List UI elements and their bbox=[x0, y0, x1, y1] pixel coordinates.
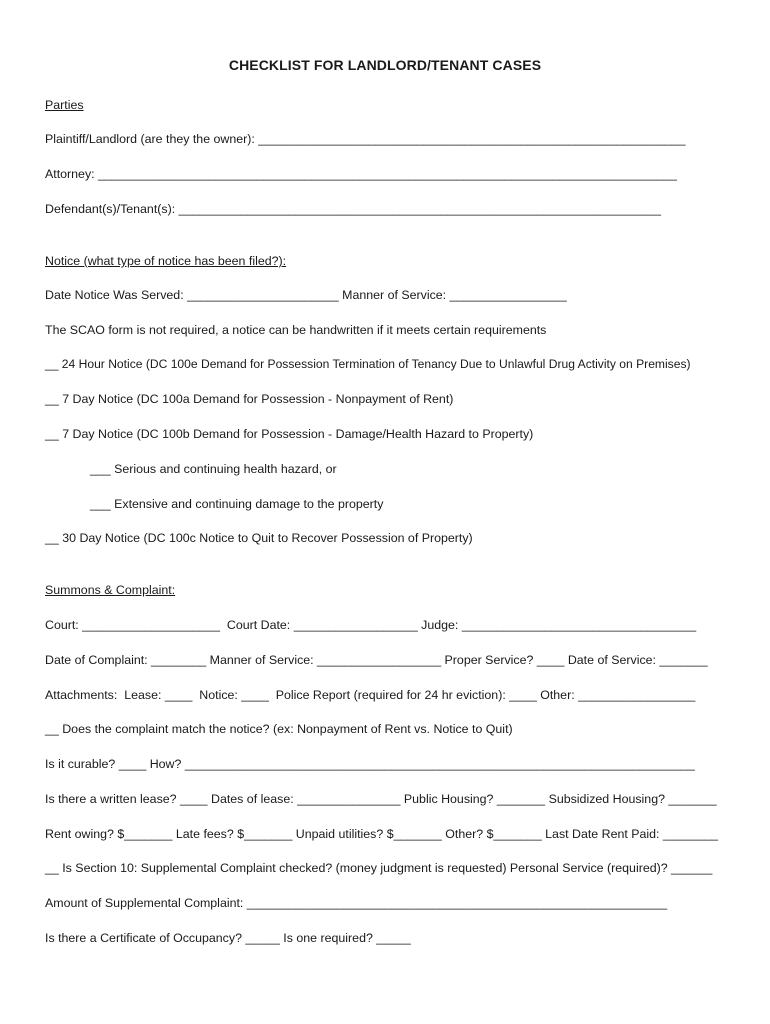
section-notice: Notice (what type of notice has been filed?): bbox=[45, 254, 287, 268]
date-notice-served-line: Date Notice Was Served: ______________________ Manner of Service: _________________ bbox=[45, 288, 567, 302]
supplemental-amount-line: Amount of Supplemental Complaint: _____________________________________________________________ bbox=[45, 896, 668, 910]
section-parties: Parties bbox=[45, 98, 84, 112]
notice-30-day-item: __ 30 Day Notice (DC 100c Notice to Quit to Recover Possession of Property) bbox=[45, 531, 473, 545]
defendant-tenant-line: Defendant(s)/Tenant(s): ______________________________________________________________________ bbox=[45, 202, 661, 216]
attorney-line: Attorney: ____________________________________________________________________________________ bbox=[45, 167, 677, 181]
notice-7-day-nonpayment-item: __ 7 Day Notice (DC 100a Demand for Possession - Nonpayment of Rent) bbox=[45, 392, 454, 406]
scao-note: The SCAO form is not required, a notice can be handwritten if it meets certain requirements bbox=[45, 323, 547, 337]
notice-7-day-damage-item: __ 7 Day Notice (DC 100b Demand for Possession - Damage/Health Hazard to Property) bbox=[45, 427, 534, 441]
plaintiff-landlord-line: Plaintiff/Landlord (are they the owner): ______________________________________________________________ bbox=[45, 132, 686, 146]
page-title: CHECKLIST FOR LANDLORD/TENANT CASES bbox=[228, 57, 542, 73]
extensive-damage-item: ___ Extensive and continuing damage to the property bbox=[90, 497, 384, 511]
certificate-of-occupancy-line: Is there a Certificate of Occupancy? _____ Is one required? _____ bbox=[45, 931, 411, 945]
curable-line: Is it curable? ____ How? __________________________________________________________________________ bbox=[45, 757, 695, 771]
written-lease-line: Is there a written lease? ____ Dates of lease: _______________ Public Housing? _______ Subsidized Housing? _______ bbox=[45, 792, 717, 806]
section-summons-complaint: Summons & Complaint: bbox=[45, 583, 176, 597]
court-line: Court: ____________________ Court Date: __________________ Judge: __________________________________ bbox=[45, 618, 697, 632]
date-of-complaint-line: Date of Complaint: ________ Manner of Service: __________________ Proper Service? ____ Date of Service: _______ bbox=[45, 653, 708, 667]
attachments-line: Attachments: Lease: ____ Notice: ____ Police Report (required for 24 hr eviction): ____ Other: _________________ bbox=[45, 688, 696, 702]
serious-health-hazard-item: ___ Serious and continuing health hazard, or bbox=[90, 462, 337, 476]
rent-owing-line: Rent owing? $_______ Late fees? $_______ Unpaid utilities? $_______ Other? $_______ Last Date Rent Paid: ________ bbox=[45, 827, 719, 841]
section-10-item: __ Is Section 10: Supplemental Complaint checked? (money judgment is requested) Personal Service (required)? ______ bbox=[45, 861, 713, 875]
complaint-match-item: __ Does the complaint match the notice? (ex: Nonpayment of Rent vs. Notice to Quit) bbox=[45, 722, 513, 736]
notice-24-hour-item: __ 24 Hour Notice (DC 100e Demand for Possession Termination of Tenancy Due to Unlawful Drug Activity on Premises) bbox=[45, 357, 691, 371]
